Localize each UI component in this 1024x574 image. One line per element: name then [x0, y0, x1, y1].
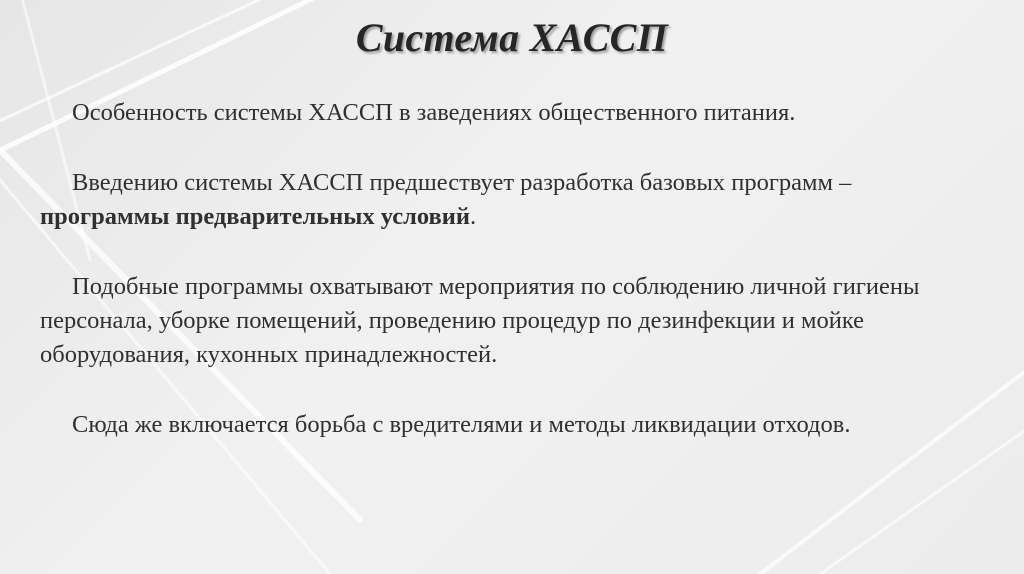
paragraph-2 — [40, 166, 980, 234]
slide-body — [40, 96, 980, 478]
slide-title: Система ХАССП — [355, 15, 669, 60]
paragraph-4: Сюда же включается борьба с вредителями и методы ликвидации отходов. — [72, 411, 851, 438]
paragraph-3: Подобные программы охватывают мероприятия по соблюдению личной гигиены персонала, уборке помещений, проведению процедур по дезинфекции и мойке оборудования, кухонных принадлежностей. — [40, 273, 920, 368]
paragraph-1: Особенность системы ХАССП в заведениях общественного питания. — [72, 99, 796, 126]
paragraph-2-text-end: . — [469, 203, 477, 230]
paragraph-2-bold-text: программы предварительных условий — [40, 203, 470, 230]
paragraph-2-text: Введению системы ХАССП предшествует разработка базовых программ – — [72, 169, 852, 196]
